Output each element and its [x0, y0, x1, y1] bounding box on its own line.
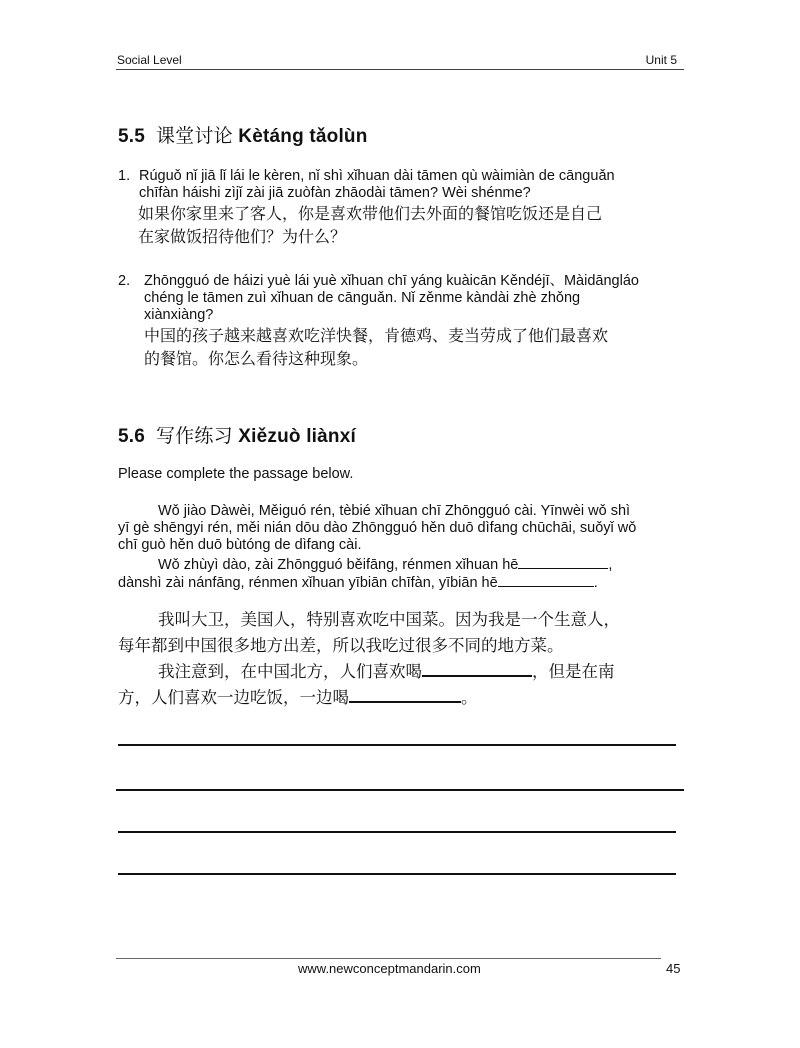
- paragraph-text: ，但是在南: [532, 662, 615, 681]
- paragraph-text: dànshì zài nánfāng, rénmen xǐhuan yībiān chīfàn, yībiān hē: [118, 575, 498, 591]
- paragraph-line: yī gè shēngyi rén, měi nián dōu dào Zhōngguó hěn duō dìfang chūchāi, suǒyǐ wǒ: [118, 520, 637, 536]
- header-divider: [116, 69, 684, 70]
- pinyin-paragraph-1: [118, 503, 688, 554]
- question-2: [118, 273, 688, 370]
- answer-blank[interactable]: [349, 687, 461, 703]
- pinyin-paragraph-2: [118, 556, 688, 592]
- writing-line[interactable]: [118, 831, 676, 833]
- paragraph-line: 我叫大卫，美国人，特别喜欢吃中国菜。因为我是一个生意人，: [158, 610, 620, 629]
- writing-line[interactable]: [118, 744, 676, 746]
- instruction: Please complete the passage below.: [118, 466, 354, 482]
- paragraph-text: 方，人们喜欢一边吃饭，一边喝: [118, 688, 349, 707]
- question-hanzi-line: 的餐馆。你怎么看待这种现象。: [144, 349, 369, 368]
- section-5-5-title: [118, 121, 368, 148]
- answer-blank[interactable]: [518, 556, 608, 569]
- writing-line[interactable]: [116, 789, 684, 791]
- paragraph-line: [118, 659, 688, 685]
- hanzi-paragraph-2: [118, 659, 688, 711]
- paragraph-line: [118, 556, 688, 574]
- paragraph-text: 我注意到，在中国北方，人们喜欢喝: [158, 662, 422, 681]
- question-number: 2.: [118, 273, 131, 289]
- question-pinyin-line: Zhōngguó de háizi yuè lái yuè xǐhuan chī yáng kuàicān Kěndéjī、Màidāngláo: [144, 273, 639, 289]
- section-title-pinyin: Kètáng tǎolùn: [238, 126, 368, 147]
- paragraph-text: Wǒ zhùyì dào, zài Zhōngguó běifāng, rénmen xǐhuan hē: [158, 557, 519, 573]
- page-number: 45: [666, 961, 681, 976]
- answer-blank[interactable]: [422, 661, 532, 677]
- paragraph-line: 每年都到中国很多地方出差，所以我吃过很多不同的地方菜。: [118, 636, 564, 655]
- question-pinyin-line: chéng le tāmen zuì xǐhuan de cānguǎn. Nǐ zěnme kàndài zhè zhǒng: [144, 290, 581, 306]
- question-1: [118, 168, 688, 248]
- question-pinyin-line: Rúguǒ nǐ jiā lǐ lái le kèren, nǐ shì xǐhuan dài tāmen qù wàimiàn de cānguǎn: [139, 168, 615, 184]
- paragraph-text: ,: [608, 557, 613, 573]
- answer-blank[interactable]: [498, 574, 594, 587]
- paragraph-line: chī guò hěn duō bùtóng de dìfang cài.: [118, 537, 362, 553]
- header-left: Social Level: [117, 53, 182, 67]
- paragraph-line: [118, 685, 688, 711]
- paragraph-line: [118, 574, 688, 592]
- question-hanzi-line: 如果你家里来了客人，你是喜欢带他们去外面的餐馆吃饭还是自己: [138, 204, 603, 223]
- section-number: 5.5: [118, 126, 146, 147]
- hanzi-paragraph-1: [118, 607, 688, 659]
- paragraph-line: Wǒ jiào Dàwèi, Měiguó rén, tèbié xǐhuan chī Zhōngguó cài. Yīnwèi wǒ shì: [158, 503, 631, 519]
- footer-divider: [116, 958, 661, 959]
- footer-website: www.newconceptmandarin.com: [298, 961, 481, 976]
- question-pinyin-line: xiànxiàng?: [144, 307, 214, 323]
- section-title-pinyin: Xiězuò liànxí: [238, 426, 356, 447]
- question-hanzi-line: 在家做饭招待他们？为什么？: [138, 227, 347, 246]
- section-title-chinese: 课堂讨论: [155, 125, 233, 147]
- section-5-6-title: [118, 421, 356, 448]
- section-number: 5.6: [118, 426, 146, 447]
- header-right: Unit 5: [645, 53, 677, 67]
- section-title-chinese: 写作练习: [155, 425, 233, 447]
- question-hanzi-line: 中国的孩子越来越喜欢吃洋快餐，肯德鸡、麦当劳成了他们最喜欢: [144, 326, 609, 345]
- question-pinyin-line: chīfàn háishi zìjǐ zài jiā zuòfàn zhāodài tāmen? Wèi shénme?: [139, 185, 531, 201]
- writing-line[interactable]: [118, 873, 676, 875]
- paragraph-text: 。: [461, 688, 478, 707]
- question-number: 1.: [118, 168, 131, 184]
- paragraph-text: .: [593, 575, 598, 591]
